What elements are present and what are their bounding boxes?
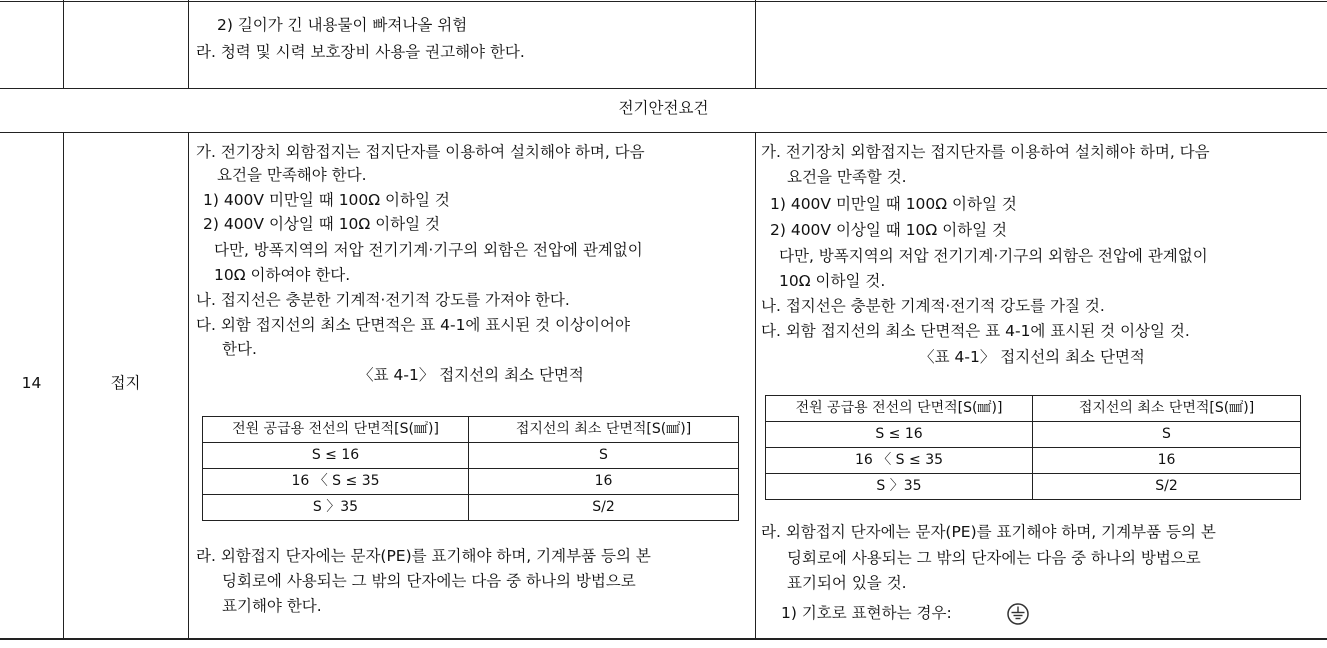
section-title: 전기안전요건: [618, 99, 709, 117]
left-line: 가. 전기장치 외함접지는 접지단자를 이용하여 설치해야 하며, 다음: [196, 143, 645, 161]
top-line-1: 2) 길이가 긴 내용물이 빠져나올 위험: [217, 16, 468, 34]
right-line: 1) 400V 미만일 때 100Ω 이하일 것: [770, 195, 1017, 213]
table-header: 전원 공급용 전선의 단면적[S(㎟)]: [203, 417, 469, 443]
right-after-line: 라. 외함접지 단자에는 문자(PE)를 표기해야 하며, 기계부품 등의 본: [761, 523, 1216, 541]
table-cell: S/2: [1033, 474, 1301, 500]
table-cell: S: [1033, 422, 1301, 448]
table-cell: S 〉35: [766, 474, 1033, 500]
right-line: 2) 400V 이상일 때 10Ω 이하일 것: [770, 221, 1008, 239]
left-ground-table: [202, 416, 739, 521]
left-after-line: 표기해야 한다.: [222, 597, 322, 615]
left-after-line: 딩회로에 사용되는 그 밖의 단자에는 다음 중 하나의 방법으로: [222, 572, 636, 590]
table-header: 접지선의 최소 단면적[S(㎟)]: [1033, 396, 1301, 422]
table-cell: 16: [1033, 448, 1301, 474]
row-divider: [0, 132, 1327, 133]
left-line: 한다.: [222, 340, 257, 358]
row-number: 14: [21, 374, 42, 392]
top-line-2: 라. 청력 및 시력 보호장비 사용을 권고해야 한다.: [196, 43, 525, 61]
right-table-caption: 〈표 4-1〉 접지선의 최소 단면적: [919, 348, 1145, 366]
left-line: 다만, 방폭지역의 저압 전기기계·기구의 외함은 전압에 관계없이: [214, 241, 643, 259]
col-divider: [755, 0, 756, 88]
protective-earth-icon: [1006, 602, 1030, 626]
table-header: 접지선의 최소 단면적[S(㎟)]: [469, 417, 739, 443]
bottom-border: [0, 638, 1327, 640]
right-line: 10Ω 이하일 것.: [779, 272, 886, 290]
right-line: 요건을 만족할 것.: [787, 168, 907, 186]
col-divider: [188, 0, 189, 88]
left-line: 다. 외함 접지선의 최소 단면적은 표 4-1에 표시된 것 이상이어야: [196, 316, 630, 334]
right-line: 다만, 방폭지역의 저압 전기기계·기구의 외함은 전압에 관계없이: [779, 247, 1208, 265]
right-ground-table: [765, 395, 1301, 500]
col-divider: [63, 0, 64, 88]
row-item: 접지: [110, 374, 141, 392]
left-line: 10Ω 이하여야 한다.: [214, 266, 351, 284]
right-line: 나. 접지선은 충분한 기계적·전기적 강도를 가질 것.: [761, 297, 1105, 315]
table-cell: 16 〈 S ≤ 35: [766, 448, 1033, 474]
right-after-line: 딩회로에 사용되는 그 밖의 단자에는 다음 중 하나의 방법으로: [787, 549, 1201, 567]
left-after-line: 라. 외함접지 단자에는 문자(PE)를 표기해야 하며, 기계부품 등의 본: [196, 547, 651, 565]
left-table-caption: 〈표 4-1〉 접지선의 최소 단면적: [358, 366, 584, 384]
right-after-line: 표기되어 있을 것.: [787, 574, 907, 592]
top-border: [0, 1, 1327, 2]
right-after-line: 1) 기호로 표현하는 경우:: [781, 604, 952, 622]
table-header: 전원 공급용 전선의 단면적[S(㎟)]: [766, 396, 1033, 422]
table-cell: S ≤ 16: [766, 422, 1033, 448]
col-divider: [188, 132, 189, 638]
left-line: 나. 접지선은 충분한 기계적·전기적 강도를 가져야 한다.: [196, 291, 570, 309]
table-cell: 16: [469, 469, 739, 495]
col-divider: [755, 132, 756, 638]
table-cell: S ≤ 16: [203, 443, 469, 469]
table-cell: 16 〈 S ≤ 35: [203, 469, 469, 495]
left-line: 요건을 만족해야 한다.: [217, 166, 367, 184]
table-cell: S/2: [469, 495, 739, 521]
row-divider: [0, 88, 1327, 89]
table-cell: S: [469, 443, 739, 469]
left-line: 2) 400V 이상일 때 10Ω 이하일 것: [203, 215, 441, 233]
left-line: 1) 400V 미만일 때 100Ω 이하일 것: [203, 191, 450, 209]
table-cell: S 〉35: [203, 495, 469, 521]
right-line: 가. 전기장치 외함접지는 접지단자를 이용하여 설치해야 하며, 다음: [761, 143, 1210, 161]
right-line: 다. 외함 접지선의 최소 단면적은 표 4-1에 표시된 것 이상일 것.: [761, 322, 1190, 340]
